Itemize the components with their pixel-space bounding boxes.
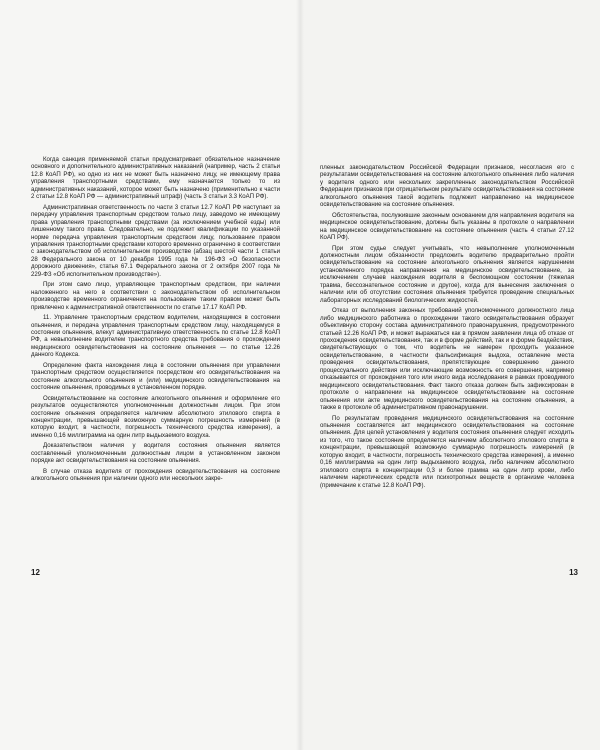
paragraph: 11. Управление транспортным средством водителем, находящимся в состоянии опьянения, и передача управления транспортным средством лицу, находящемуся в состоянии опьянения, влекут административную ответственность по статье 12.8 КоАП РФ, а невыполнение водителем транспортного средства требования о прохождении медицинского освидетельствования на состояние опьянения — по статье 12.26 данного Кодекса. [31, 314, 280, 359]
page-number: 12 [31, 568, 40, 577]
paragraph: Обстоятельства, послужившие законным основанием для направления водителя на медицинское освидетельствование, должны быть указаны в протоколе о направлении на медицинское освидетельствование на состояние опьянения (часть 4 статьи 27.12 КоАП РФ). [320, 211, 574, 242]
paragraph: Отказ от выполнения законных требований уполномоченного должностного лица либо медицинского работника о прохождении такого освидетельствования образует объективную сторону состава административного правонарушения, предусмотренного статьей 12.26 КоАП РФ, и может выражаться как в прямом заявлении лица об отказе от прохождения освидетельствования, так и в форме действий, так и в форме бездействия, свидетельствующих о том, что водитель не намерен проходить указанное освидетельствование, в частности фальсификация выдоха, оставление места проведения освидетельствования, препятствующие совершению данного процессуального действия или исключающие возможность его совершения, например отказывается от прохождения того или иного вида исследования в рамках проводимого медицинского освидетельствования. Факт такого отказа должен быть зафиксирован в протоколе о направлении на медицинское освидетельствование на состояние опьянения или акте медицинского освидетельствования на состояние опьянения, а также в протоколе об административном правонарушении. [320, 307, 574, 412]
book-gutter [296, 0, 304, 750]
paragraph: пленных законодательством Российской Федерации признаков, несогласия его с результатами освидетельствования на состояние алкогольного опьянения либо наличия у водителя одного или нескольких закрепленных законодательством Российской Федерации признаков при отрицательном результате освидетельствования на состояние алкогольного опьянения такой водитель подлежит направлению на медицинское освидетельствование на состояние опьянения. [320, 164, 575, 209]
paragraph: Доказательством наличия у водителя состояния опьянения является составленный уполномоченным должностным лицом в установленном законом порядке акт освидетельствования на состояние опьянения. [31, 442, 280, 465]
right-page [300, 0, 600, 750]
paragraph: При этом судье следует учитывать, что невыполнение уполномоченным должностным лицом обязанности предложить водителю предварительно пройти освидетельствование на состояние алкогольного опьянения является нарушением установленного порядка направления на медицинское освидетельствование, за исключением случаев нахождения водителя в беспомощном состоянии (тяжелая травма, бессознательное состояние и другое), когда для вынесения заключения о наличии или об отсутствии состояния опьянения требуется проведение специальных лабораторных исследований биологических жидкостей. [320, 244, 574, 304]
page-number: 13 [569, 568, 578, 577]
paragraph: При этом само лицо, управляющее транспортным средством, при наличии наложенного на него в соответствии с законодательством об исполнительном производстве временного ограничения на пользование таким правом может быть привлечено к административной ответственности по статье 17.17 КоАП РФ. [31, 281, 280, 311]
paragraph: По результатам проведения медицинского освидетельствования на состояние опьянения составляется акт медицинского освидетельствования на состояние опьянения. Для целей установления у водителя состояния опьянения следует исходить из того, что такое состояние определяется наличием абсолютного этилового спирта в концентрации, превышающей возможную суммарную погрешность измерений (в которую входит, в частности, погрешность технического средства измерения), а именно 0,16 миллиграмма на один литр выдыхаемого воздуха, либо наличием абсолютного этилового спирта в концентрации 0,3 и более грамма на один литр крови, либо наличием наркотических средств или психотропных веществ в организме человека (примечание к статье 12.8 КоАП РФ). [320, 414, 574, 489]
right-page-text-column [320, 164, 574, 492]
paragraph: Когда санкция применяемой статьи предусматривает обязательное назначение основного и дополнительного административных наказаний (например, часть 2 статьи 12.8 КоАП РФ), но одно из них не может быть назначено лицу, не имеющему права управления транспортными средствами, ему назначается только то из административных наказаний, которое может быть назначено (применительно к части 2 статьи 12.8 КоАП РФ — административный штраф) (часть 3 статьи 3.3 КоАП РФ). [31, 156, 280, 201]
paragraph: Определение факта нахождения лица в состоянии опьянения при управлении транспортным средством осуществляется посредством его освидетельствования на состояние алкогольного опьянения и (или) медицинского освидетельствования на состояние опьянения, проводимых в установленном порядке. [31, 361, 280, 392]
paragraph: Административная ответственность по части 3 статьи 12.7 КоАП РФ наступает за передачу управления транспортным средством только лицу, заведомо не имеющему права управления транспортными средствами (за исключением учебной езды) или лишенному такого права. Следовательно, не подлежит квалификации по указанной норме передача управления транспортным средством лицу, пользование правом управления транспортными средствами которого временно ограничено в соответствии с законодательством об исполнительном производстве (абзац шестой части 1 статьи 28 Федерального закона от 10 декабря 1995 года № 196-ФЗ «О безопасности дорожного движения», статья 67.1 Федерального закона от 2 октября 2007 года № 229-ФЗ «Об исполнительном производстве»). [31, 203, 280, 278]
paragraph: В случае отказа водителя от прохождения освидетельствования на состояние алкогольного опьянения при наличии одного или нескольких закре- [31, 467, 280, 483]
paragraph: Освидетельствование на состояние алкогольного опьянения и оформление его результатов осуществляются уполномоченным должностным лицом. При этом состояние опьянения определяется наличием абсолютного этилового спирта в концентрации, превышающей возможную суммарную погрешность измерений (в которую входит, в частности, погрешность технического средства измерения), а именно 0,16 миллиграмма на один литр выдыхаемого воздуха. [31, 394, 280, 439]
left-page-text-column [31, 156, 280, 486]
